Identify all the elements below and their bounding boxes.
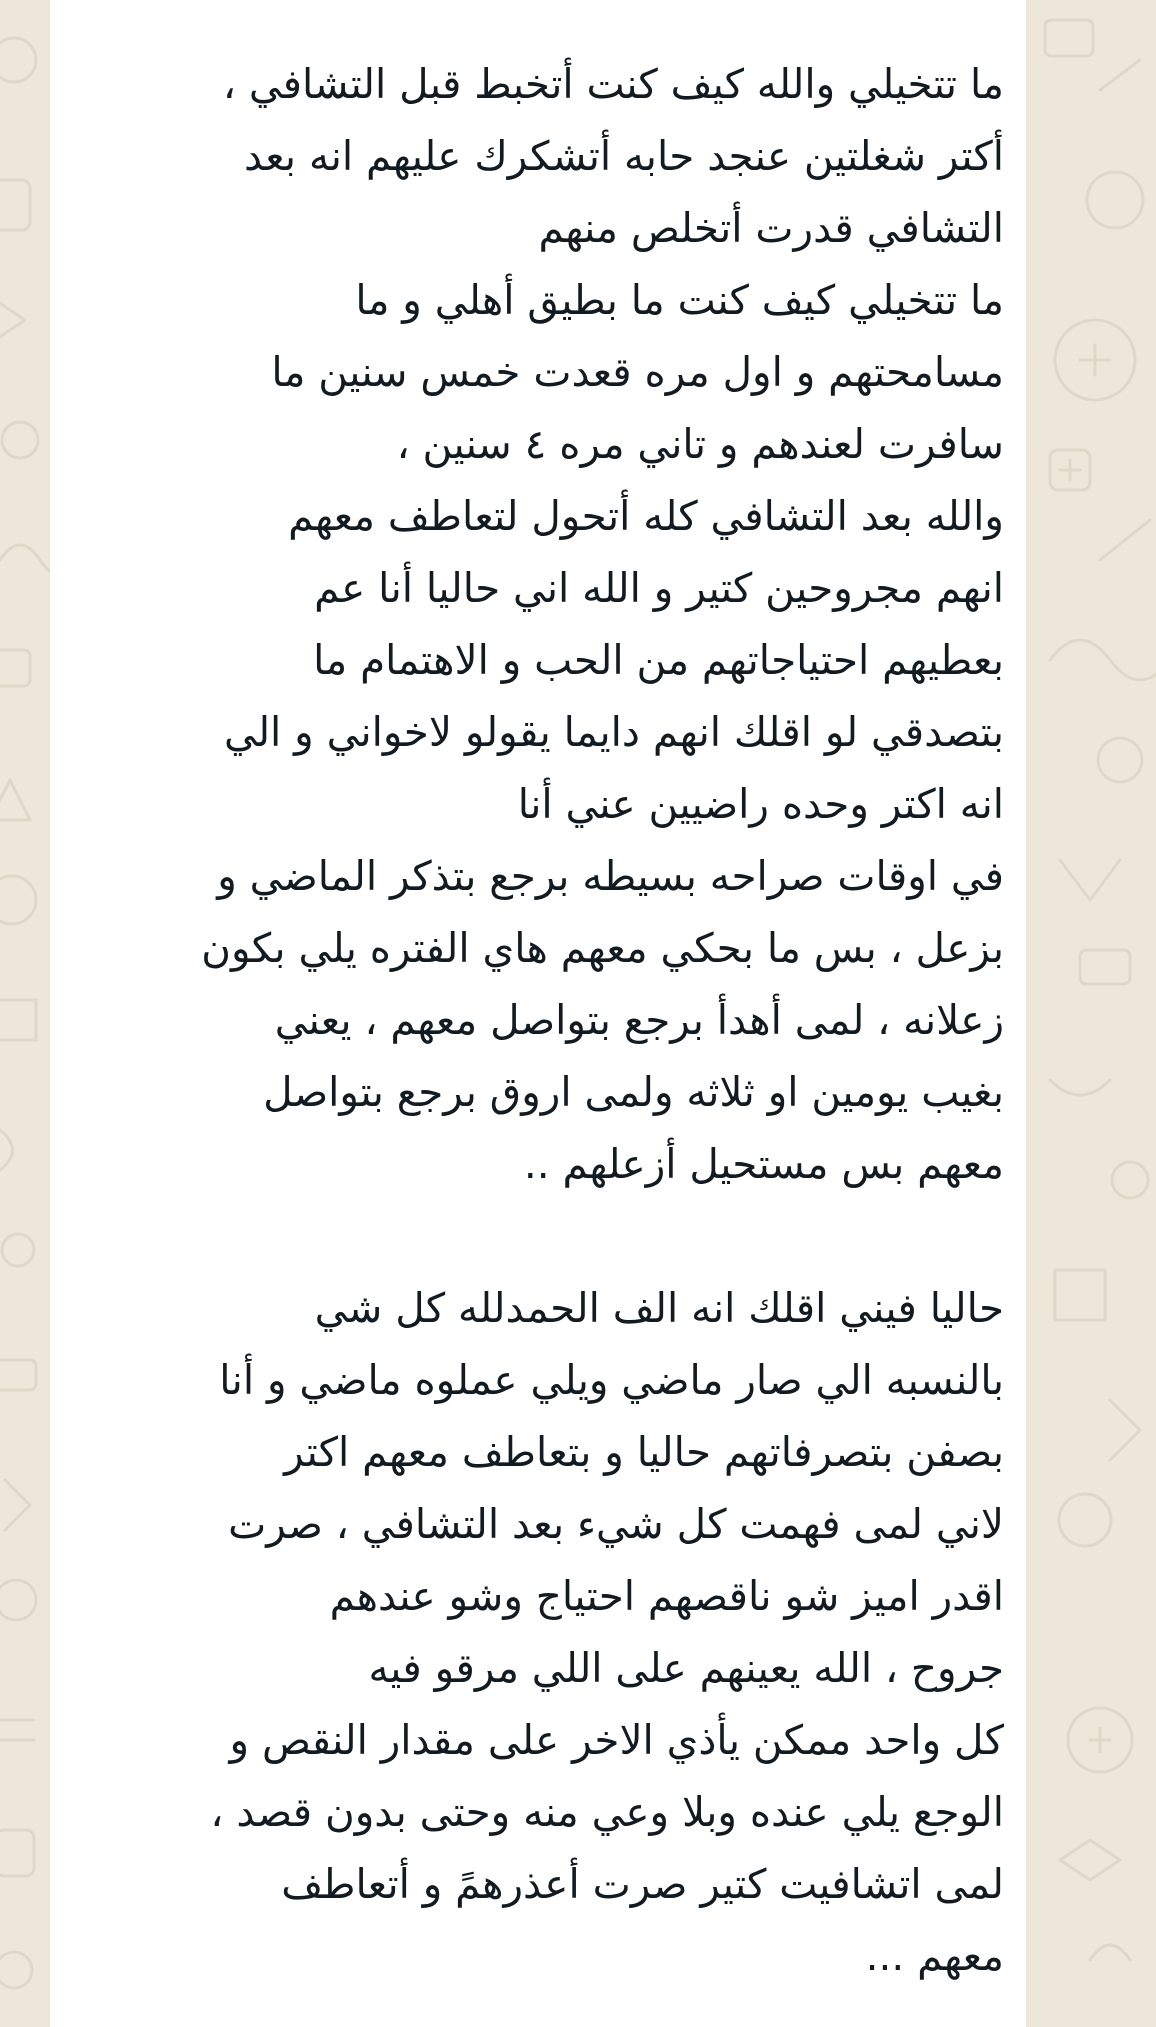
message-line: أكتر شغلتين عنجد حابه أتشكرك عليهم انه بعد	[244, 132, 1004, 180]
message-line: سافرت لعندهم و تاني مره ٤ سنين ،	[396, 420, 1004, 468]
message-line: معهم ...	[865, 1932, 1004, 1980]
message-line: جروح ، الله يعينهم على اللي مرقو فيه	[368, 1644, 1004, 1692]
message-line: الوجع يلي عنده وبلا وعي منه وحتى بدون قصد ،	[210, 1788, 1004, 1836]
message-line: مسامحتهم و اول مره قعدت خمس سنين ما	[271, 348, 1004, 396]
message-line: بالنسبه الي صار ماضي ويلي عملوه ماضي و أنا	[219, 1356, 1004, 1404]
message-text	[92, 48, 1004, 1992]
message-line: اقدر اميز شو ناقصهم احتياج وشو عندهم	[329, 1572, 1004, 1620]
paragraph-break	[92, 1200, 1004, 1272]
message-line: معهم بس مستحيل أزعلهم ..	[523, 1140, 1004, 1188]
message-line: بغيب يومين او ثلاثه ولمى اروق برجع بتواصل	[263, 1068, 1004, 1116]
message-line: انهم مجروحين كتير و الله اني حاليا أنا عم	[314, 564, 1004, 612]
message-bubble[interactable]	[50, 0, 1026, 2027]
message-line: لاني لمى فهمت كل شيء بعد التشافي ، صرت	[228, 1500, 1004, 1548]
message-line: ما تتخيلي كيف كنت ما بطيق أهلي و ما	[355, 276, 1004, 324]
message-line: زعلانه ، لمى أهدأ برجع بتواصل معهم ، يعني	[274, 996, 1004, 1044]
message-line: بصفن بتصرفاتهم حاليا و بتعاطف معهم اكتر	[284, 1428, 1004, 1476]
message-line: لمى اتشافيت كتير صرت أعذرهمً و أتعاطف	[281, 1860, 1004, 1908]
message-line: انه اكتر وحده راضيين عني أنا	[517, 780, 1004, 828]
message-line: حاليا فيني اقلك انه الف الحمدلله كل شي	[314, 1284, 1004, 1332]
message-line: التشافي قدرت أتخلص منهم	[538, 204, 1004, 252]
message-line: بزعل ، بس ما بحكي معهم هاي الفتره يلي بكون	[201, 924, 1004, 972]
message-line: بتصدقي لو اقلك انهم دايما يقولو لاخواني و الي	[223, 708, 1004, 756]
message-line: ما تتخيلي والله كيف كنت أتخبط قبل التشافي ،	[222, 60, 1004, 108]
message-line: في اوقات صراحه بسيطه برجع بتذكر الماضي و	[217, 852, 1004, 900]
message-line: والله بعد التشافي كله أتحول لتعاطف معهم	[288, 492, 1004, 540]
message-line: بعطيهم احتياجاتهم من الحب و الاهتمام ما	[313, 636, 1004, 684]
message-line: كل واحد ممكن يأذي الاخر على مقدار النقص و	[229, 1716, 1004, 1764]
